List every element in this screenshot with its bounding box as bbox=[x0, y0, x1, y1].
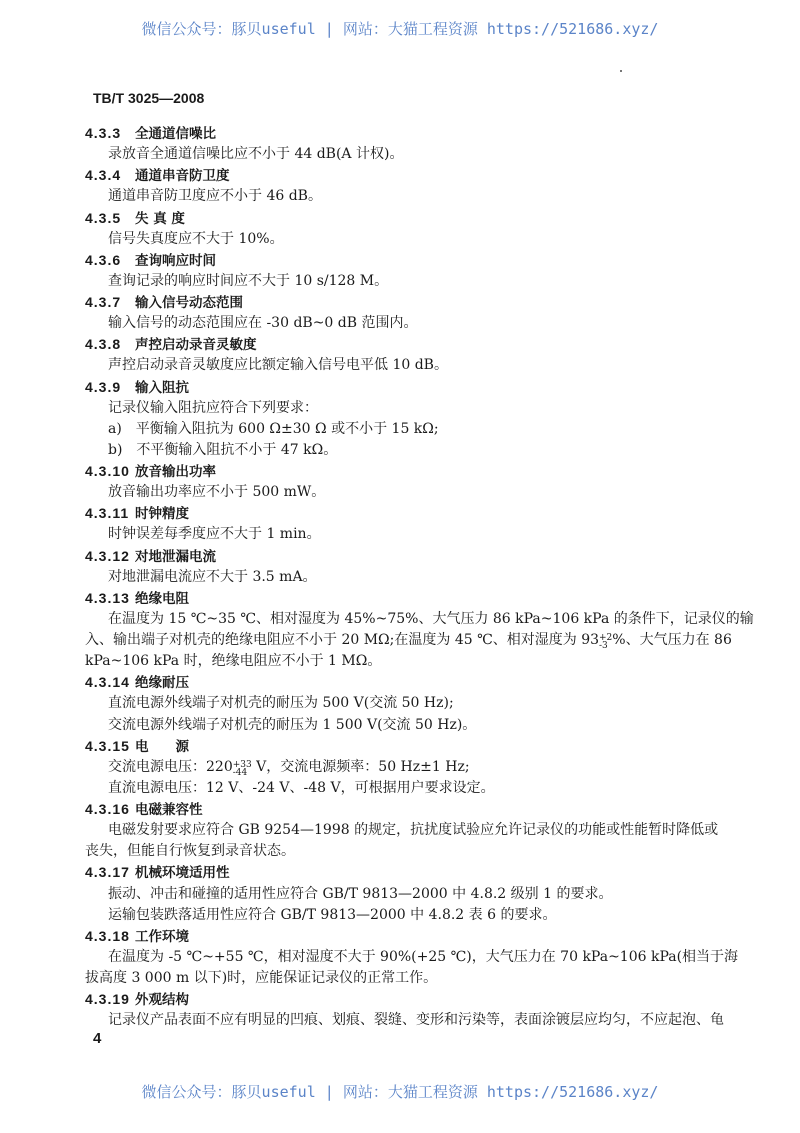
section-heading bbox=[85, 461, 780, 482]
paragraph-line: 交流电源外线端子对机壳的耐压为 1 500 V(交流 50 Hz)。 bbox=[108, 716, 477, 733]
watermark-bottom: 微信公众号：豚贝useful | 网站：大猫工程资源 https://521686.xyz/ bbox=[141, 1083, 659, 1101]
section-heading bbox=[85, 736, 780, 757]
tolerance-upper: +2 bbox=[599, 633, 613, 643]
section-heading bbox=[85, 377, 780, 398]
tolerance-superscript-subscript bbox=[599, 634, 612, 650]
section-title: 绝缘耐压 bbox=[135, 675, 189, 692]
tolerance-lower: -3 bbox=[599, 641, 608, 651]
section-title: 查询响应时间 bbox=[135, 252, 216, 269]
section-number: 4.3.3 bbox=[85, 125, 122, 141]
section-title: 放音输出功率 bbox=[135, 464, 216, 480]
paragraph-line bbox=[85, 757, 780, 778]
paragraph-line: 电磁发射要求应符合 GB 9254—1998 的规定，抗扰度试验应允许记录仪的功能或性能暂时降低或 bbox=[108, 822, 719, 839]
scan-speck bbox=[620, 70, 622, 72]
text-segment: 入、输出端子对机壳的绝缘电阻应不小于 20 MΩ;在温度为 45 ℃、相对湿度为 93 bbox=[85, 632, 600, 648]
paragraph-line: 直流电源电压：12 V、-24 V、-48 V，可根据用户要求设定。 bbox=[108, 779, 495, 796]
paragraph-line: b) 不平衡输入阻抗不小于 47 kΩ。 bbox=[108, 441, 338, 458]
paragraph-line: 拔高度 3 000 m 以下)时，应能保证记录仪的正常工作。 bbox=[85, 970, 438, 986]
paragraph-line: 输入信号的动态范围应在 -30 dB~0 dB 范围内。 bbox=[108, 315, 418, 332]
section-title: 机械环境适用性 bbox=[135, 865, 230, 882]
watermark-top: 微信公众号：豚贝useful | 网站：大猫工程资源 https://521686.xyz/ bbox=[141, 20, 659, 38]
section-title: 电 源 bbox=[135, 738, 189, 755]
section-title: 声控启动录音灵敏度 bbox=[135, 337, 257, 354]
paragraph-line: 声控启动录音灵敏度应比额定输入信号电平低 10 dB。 bbox=[108, 357, 448, 374]
tolerance-superscript-subscript bbox=[233, 761, 252, 777]
section-title: 电磁兼容性 bbox=[135, 802, 203, 818]
paragraph-line: 查询记录的响应时间应不大于 10 s/128 M。 bbox=[108, 272, 389, 289]
section-title: 失 真 度 bbox=[135, 210, 185, 227]
section-number: 4.3.4 bbox=[85, 167, 122, 184]
section-heading bbox=[85, 292, 780, 313]
paragraph-line: 对地泄漏电流应不大于 3.5 mA。 bbox=[108, 568, 317, 585]
section-number: 4.3.12 bbox=[85, 547, 130, 564]
tolerance-lower: -44 bbox=[232, 767, 248, 778]
section-heading bbox=[85, 250, 780, 271]
tolerance-upper: +33 bbox=[232, 759, 252, 770]
paragraph-line: 在温度为 -5 ℃~+55 ℃，相对湿度不大于 90%(+25 ℃)，大气压力在 70 kPa~106 kPa(相当于海 bbox=[108, 948, 739, 965]
paragraph-line: 运输包装跌落适用性应符合 GB/T 9813—2000 中 4.8.2 表 6 的要求。 bbox=[108, 906, 557, 923]
paragraph-line: 放音输出功率应不小于 500 mW。 bbox=[108, 484, 326, 501]
section-number: 4.3.5 bbox=[85, 209, 122, 226]
section-title: 绝缘电阻 bbox=[135, 590, 189, 607]
paragraph-line: 直流电源外线端子对机壳的耐压为 500 V(交流 50 Hz); bbox=[108, 695, 454, 712]
paragraph-line: 录放音全通道信噪比应不小于 44 dB(A 计权)。 bbox=[108, 146, 404, 163]
section-number: 4.3.9 bbox=[85, 378, 122, 395]
section-title: 输入阻抗 bbox=[135, 379, 189, 396]
section-heading bbox=[85, 862, 780, 883]
section-heading bbox=[85, 546, 780, 567]
paragraph-line bbox=[85, 630, 780, 651]
section-heading bbox=[85, 208, 780, 229]
section-number: 4.3.17 bbox=[85, 864, 130, 881]
section-heading bbox=[85, 799, 780, 820]
section-number: 4.3.8 bbox=[85, 336, 122, 353]
standard-number: TB/T 3025—2008 bbox=[93, 90, 205, 106]
section-heading bbox=[85, 588, 780, 609]
section-title: 输入信号动态范围 bbox=[135, 295, 243, 311]
section-number: 4.3.19 bbox=[85, 991, 130, 1008]
section-title: 外观结构 bbox=[135, 992, 189, 1009]
paragraph-line: kPa~106 kPa 时，绝缘电阻应不小于 1 MΩ。 bbox=[85, 653, 382, 670]
section-heading bbox=[85, 926, 780, 947]
section-number: 4.3.11 bbox=[85, 505, 130, 522]
section-title: 对地泄漏电流 bbox=[135, 548, 216, 565]
section-heading bbox=[85, 989, 780, 1010]
section-heading bbox=[85, 123, 780, 144]
section-title: 时钟精度 bbox=[135, 506, 189, 523]
section-number: 4.3.13 bbox=[85, 589, 130, 606]
document-body bbox=[85, 123, 780, 1031]
section-number: 4.3.14 bbox=[85, 674, 130, 691]
section-heading bbox=[85, 672, 780, 693]
section-title: 通道串音防卫度 bbox=[135, 168, 230, 185]
paragraph-line: 振动、冲击和碰撞的适用性应符合 GB/T 9813—2000 中 4.8.2 级别 1 的要求。 bbox=[108, 885, 613, 902]
section-number: 4.3.6 bbox=[85, 251, 122, 268]
section-title: 全通道信噪比 bbox=[135, 126, 216, 142]
text-segment: 交流电源电压：220 bbox=[108, 758, 233, 775]
text-segment: V，交流电源频率：50 Hz±1 Hz; bbox=[251, 758, 470, 775]
section-number: 4.3.18 bbox=[85, 927, 130, 944]
paragraph-line: 通道串音防卫度应不小于 46 dB。 bbox=[108, 188, 322, 205]
section-heading bbox=[85, 165, 780, 186]
page-number: 4 bbox=[93, 1030, 102, 1047]
text-segment: %、大气压力在 86 bbox=[612, 632, 732, 648]
section-title: 工作环境 bbox=[135, 928, 189, 945]
section-heading bbox=[85, 334, 780, 355]
paragraph-line: 丧失，但能自行恢复到录音状态。 bbox=[85, 843, 295, 860]
paragraph-line: 时钟误差每季度应不大于 1 min。 bbox=[108, 526, 321, 543]
paragraph-line: 记录仪产品表面不应有明显的凹痕、划痕、裂缝、变形和污染等，表面涂镀层应均匀，不应起泡、龟 bbox=[108, 1012, 724, 1029]
paragraph-line: 信号失真度应不大于 10%。 bbox=[108, 230, 284, 247]
paragraph-line: 在温度为 15 ℃~35 ℃、相对湿度为 45%~75%、大气压力 86 kPa~106 kPa 的条件下，记录仪的输 bbox=[108, 610, 754, 627]
section-number: 4.3.15 bbox=[85, 737, 130, 754]
paragraph-line: 记录仪输入阻抗应符合下列要求： bbox=[108, 399, 318, 416]
section-number: 4.3.7 bbox=[85, 294, 122, 310]
section-number: 4.3.16 bbox=[85, 801, 130, 817]
paragraph-line: a) 平衡输入阻抗为 600 Ω±30 Ω 或不小于 15 kΩ; bbox=[108, 420, 439, 437]
section-number: 4.3.10 bbox=[85, 463, 130, 479]
section-heading bbox=[85, 503, 780, 524]
